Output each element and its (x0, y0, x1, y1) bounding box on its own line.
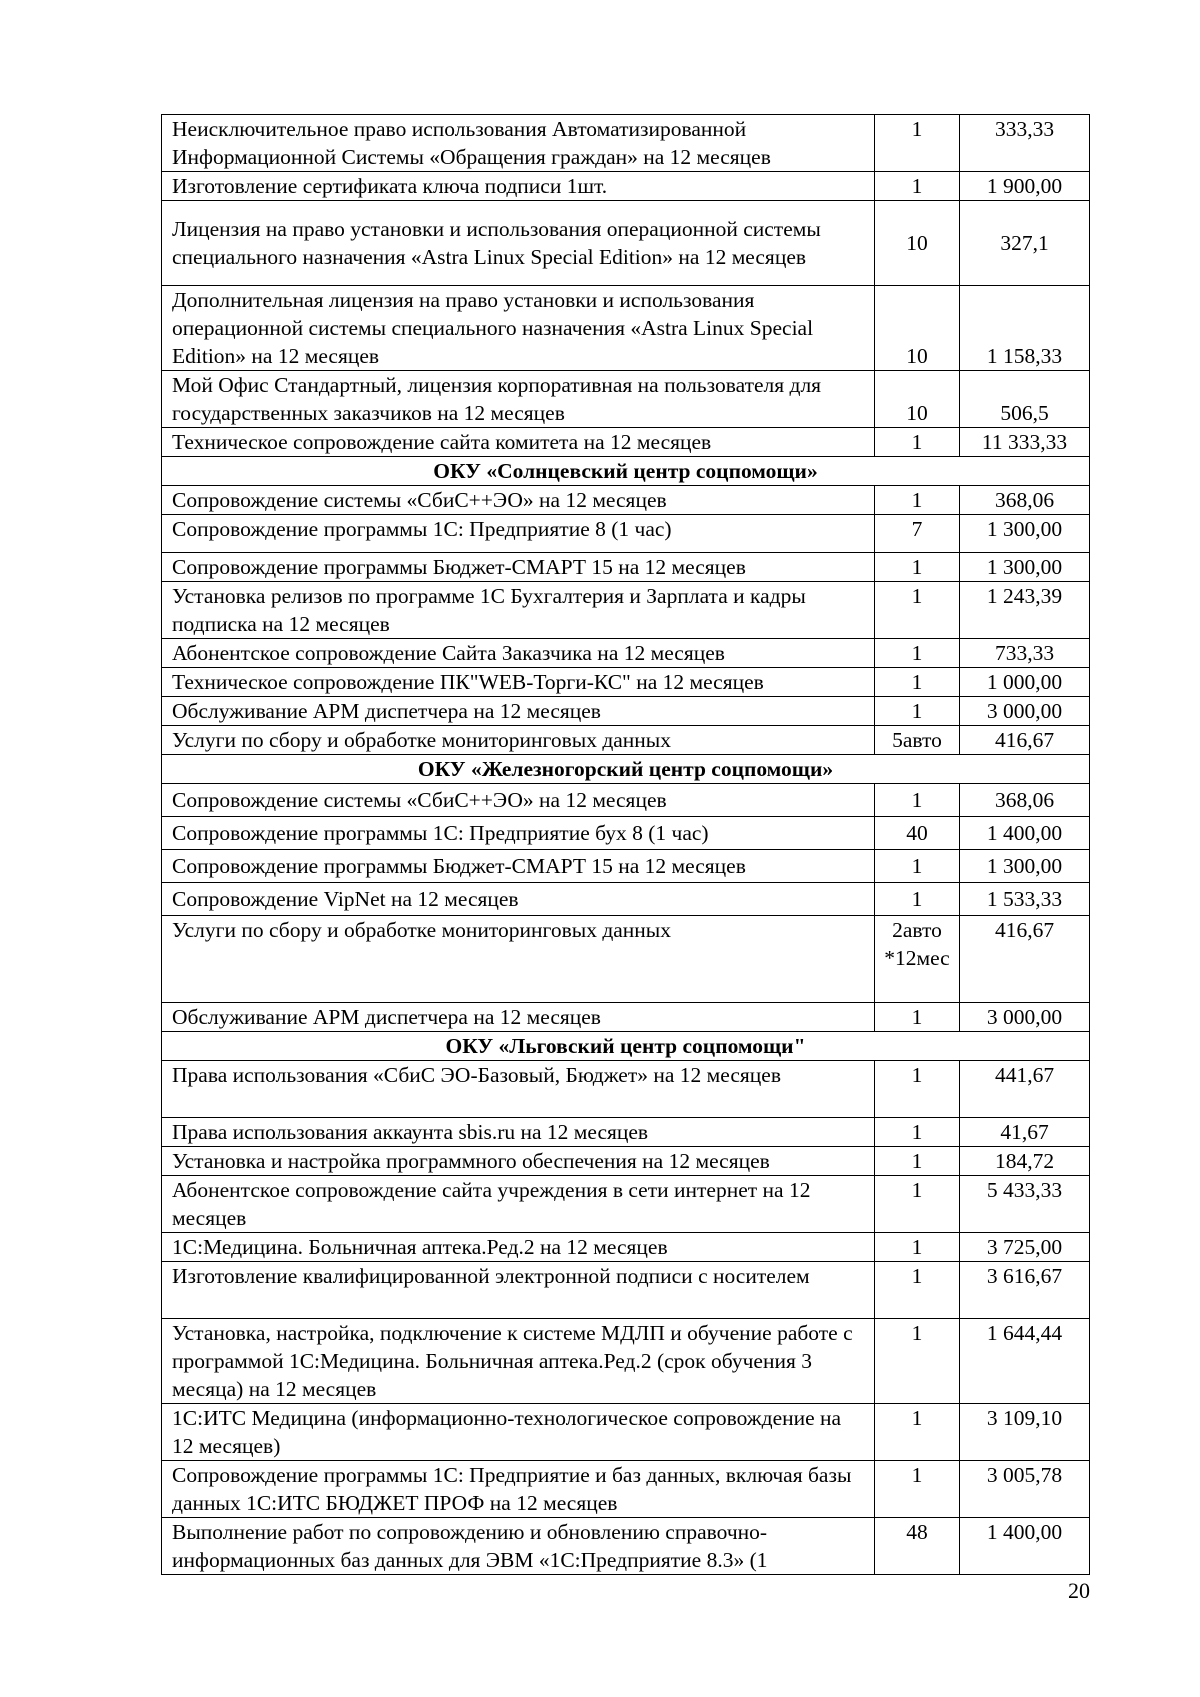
quantity-cell: 10 (875, 371, 960, 428)
item-name-cell: Мой Офис Стандартный, лицензия корпоративная на пользователя для государственных заказчиков на 12 месяцев (162, 371, 875, 428)
table-row (162, 515, 1090, 553)
item-name-cell: Сопровождение VipNet на 12 месяцев (162, 883, 875, 916)
item-name-cell: Сопровождение программы Бюджет-СМАРТ 15 на 12 месяцев (162, 553, 875, 582)
quantity-cell: 7 (875, 515, 960, 553)
price-cell: 1 300,00 (960, 553, 1090, 582)
price-cell: 441,67 (960, 1061, 1090, 1118)
item-name-cell: Установка, настройка, подключение к системе МДЛП и обучение работе с программой 1С:Медицина. Больничная аптека.Ред.2 (срок обучения 3 месяца) на 12 месяцев (162, 1319, 875, 1404)
price-table-body (162, 115, 1090, 1575)
quantity-cell: 1 (875, 1233, 960, 1262)
section-title: ОКУ «Солнцевский центр соцпомощи» (162, 457, 1090, 486)
section-header-row (162, 1032, 1090, 1061)
table-row (162, 1319, 1090, 1404)
quantity-cell: 1 (875, 1147, 960, 1176)
item-name-cell: Абонентское сопровождение сайта учреждения в сети интернет на 12 месяцев (162, 1176, 875, 1233)
item-name-cell: 1С:Медицина. Больничная аптека.Ред.2 на 12 месяцев (162, 1233, 875, 1262)
quantity-cell: 10 (875, 286, 960, 371)
price-cell: 3 000,00 (960, 697, 1090, 726)
quantity-cell: 1 (875, 784, 960, 817)
table-row (162, 784, 1090, 817)
price-cell: 1 158,33 (960, 286, 1090, 371)
table-row (162, 883, 1090, 916)
item-name-cell: Лицензия на право установки и использования операционной системы специального назначения «Astra Linux Special Edition» на 12 месяцев (162, 201, 875, 286)
item-name-cell: Услуги по сбору и обработке мониторинговых данных (162, 916, 875, 1003)
table-row (162, 850, 1090, 883)
item-name-cell: Установка и настройка программного обеспечения на 12 месяцев (162, 1147, 875, 1176)
item-name-cell: Права использования «СбиС ЭО-Базовый, Бюджет» на 12 месяцев (162, 1061, 875, 1118)
table-row (162, 582, 1090, 639)
item-name-cell: Дополнительная лицензия на право установки и использования операционной системы специального назначения «Astra Linux Special Edition» на 12 месяцев (162, 286, 875, 371)
price-cell: 1 000,00 (960, 668, 1090, 697)
table-row (162, 1461, 1090, 1518)
price-cell: 327,1 (960, 201, 1090, 286)
price-cell: 11 333,33 (960, 428, 1090, 457)
price-cell: 1 533,33 (960, 883, 1090, 916)
table-row (162, 371, 1090, 428)
table-row (162, 697, 1090, 726)
item-name-cell: Обслуживание АРМ диспетчера на 12 месяцев (162, 1003, 875, 1032)
price-cell: 3 000,00 (960, 1003, 1090, 1032)
item-name-cell: Сопровождение программы Бюджет-СМАРТ 15 на 12 месяцев (162, 850, 875, 883)
price-cell: 733,33 (960, 639, 1090, 668)
price-cell: 1 400,00 (960, 1518, 1090, 1575)
price-cell: 368,06 (960, 486, 1090, 515)
table-row (162, 668, 1090, 697)
table-row (162, 1061, 1090, 1118)
quantity-cell: 1 (875, 1262, 960, 1319)
price-cell: 1 300,00 (960, 515, 1090, 553)
price-cell: 368,06 (960, 784, 1090, 817)
item-name-cell: Сопровождение программы 1С: Предприятие бух 8 (1 час) (162, 817, 875, 850)
quantity-cell: 1 (875, 172, 960, 201)
quantity-cell: 1 (875, 1118, 960, 1147)
item-name-cell: Техническое сопровождение сайта комитета на 12 месяцев (162, 428, 875, 457)
section-title: ОКУ «Железногорский центр соцпомощи» (162, 755, 1090, 784)
table-row (162, 1118, 1090, 1147)
price-table (161, 114, 1090, 1575)
quantity-cell: 1 (875, 1461, 960, 1518)
price-cell: 3 005,78 (960, 1461, 1090, 1518)
quantity-cell: 1 (875, 668, 960, 697)
quantity-cell: 1 (875, 1061, 960, 1118)
price-cell: 1 644,44 (960, 1319, 1090, 1404)
table-row (162, 115, 1090, 172)
table-row (162, 639, 1090, 668)
table-row (162, 1003, 1090, 1032)
price-cell: 5 433,33 (960, 1176, 1090, 1233)
table-row (162, 286, 1090, 371)
quantity-cell: 1 (875, 1176, 960, 1233)
price-cell: 41,67 (960, 1118, 1090, 1147)
quantity-cell: 1 (875, 639, 960, 668)
item-name-cell: Услуги по сбору и обработке мониторинговых данных (162, 726, 875, 755)
quantity-cell: 1 (875, 428, 960, 457)
table-row (162, 916, 1090, 1003)
quantity-cell: 1 (875, 486, 960, 515)
item-name-cell: Сопровождение системы «СбиС++ЭО» на 12 месяцев (162, 486, 875, 515)
price-cell: 3 109,10 (960, 1404, 1090, 1461)
table-row (162, 428, 1090, 457)
section-title: ОКУ «Льговский центр соцпомощи" (162, 1032, 1090, 1061)
price-cell: 333,33 (960, 115, 1090, 172)
table-row (162, 201, 1090, 286)
price-cell: 1 300,00 (960, 850, 1090, 883)
item-name-cell: Абонентское сопровождение Сайта Заказчика на 12 месяцев (162, 639, 875, 668)
item-name-cell: Сопровождение системы «СбиС++ЭО» на 12 месяцев (162, 784, 875, 817)
table-row (162, 172, 1090, 201)
quantity-cell: 1 (875, 553, 960, 582)
quantity-cell: 1 (875, 582, 960, 639)
quantity-cell: 48 (875, 1518, 960, 1575)
item-name-cell: Изготовление квалифицированной электронной подписи с носителем (162, 1262, 875, 1319)
section-header-row (162, 755, 1090, 784)
price-cell: 506,5 (960, 371, 1090, 428)
page-number: 20 (1068, 1578, 1090, 1603)
item-name-cell: Сопровождение программы 1С: Предприятие 8 (1 час) (162, 515, 875, 553)
table-row (162, 817, 1090, 850)
table-row (162, 1233, 1090, 1262)
price-cell: 1 400,00 (960, 817, 1090, 850)
table-row (162, 553, 1090, 582)
item-name-cell: Техническое сопровождение ПК"WEB-Торги-КС" на 12 месяцев (162, 668, 875, 697)
quantity-cell: 1 (875, 883, 960, 916)
quantity-cell: 1 (875, 1319, 960, 1404)
table-row (162, 1404, 1090, 1461)
quantity-cell: 1 (875, 697, 960, 726)
price-cell: 1 900,00 (960, 172, 1090, 201)
item-name-cell: Неисключительное право использования Автоматизированной Информационной Системы «Обращения граждан» на 12 месяцев (162, 115, 875, 172)
price-cell: 3 616,67 (960, 1262, 1090, 1319)
quantity-cell: 5авто (875, 726, 960, 755)
quantity-cell: 40 (875, 817, 960, 850)
price-cell: 184,72 (960, 1147, 1090, 1176)
item-name-cell: Права использования аккаунта sbis.ru на 12 месяцев (162, 1118, 875, 1147)
table-row (162, 1518, 1090, 1575)
price-cell: 1 243,39 (960, 582, 1090, 639)
item-name-cell: Установка релизов по программе 1С Бухгалтерия и Зарплата и кадры подписка на 12 месяцев (162, 582, 875, 639)
quantity-cell: 10 (875, 201, 960, 286)
table-row (162, 1176, 1090, 1233)
table-row (162, 1262, 1090, 1319)
item-name-cell: Обслуживание АРМ диспетчера на 12 месяцев (162, 697, 875, 726)
item-name-cell: Изготовление сертификата ключа подписи 1шт. (162, 172, 875, 201)
item-name-cell: 1С:ИТС Медицина (информационно-технологическое сопровождение на 12 месяцев) (162, 1404, 875, 1461)
table-row (162, 1147, 1090, 1176)
section-header-row (162, 457, 1090, 486)
table-row (162, 486, 1090, 515)
price-cell: 3 725,00 (960, 1233, 1090, 1262)
price-cell: 416,67 (960, 726, 1090, 755)
quantity-cell: 1 (875, 850, 960, 883)
item-name-cell: Сопровождение программы 1С: Предприятие и баз данных, включая базы данных 1С:ИТС БЮДЖЕТ ПРОФ на 12 месяцев (162, 1461, 875, 1518)
quantity-cell: 1 (875, 1003, 960, 1032)
quantity-cell: 1 (875, 115, 960, 172)
quantity-cell: 2авто *12мес (875, 916, 960, 1003)
table-row (162, 726, 1090, 755)
item-name-cell: Выполнение работ по сопровождению и обновлению справочно-информационных баз данных для ЭВМ «1С:Предприятие 8.3» (1 (162, 1518, 875, 1575)
price-cell: 416,67 (960, 916, 1090, 1003)
quantity-cell: 1 (875, 1404, 960, 1461)
